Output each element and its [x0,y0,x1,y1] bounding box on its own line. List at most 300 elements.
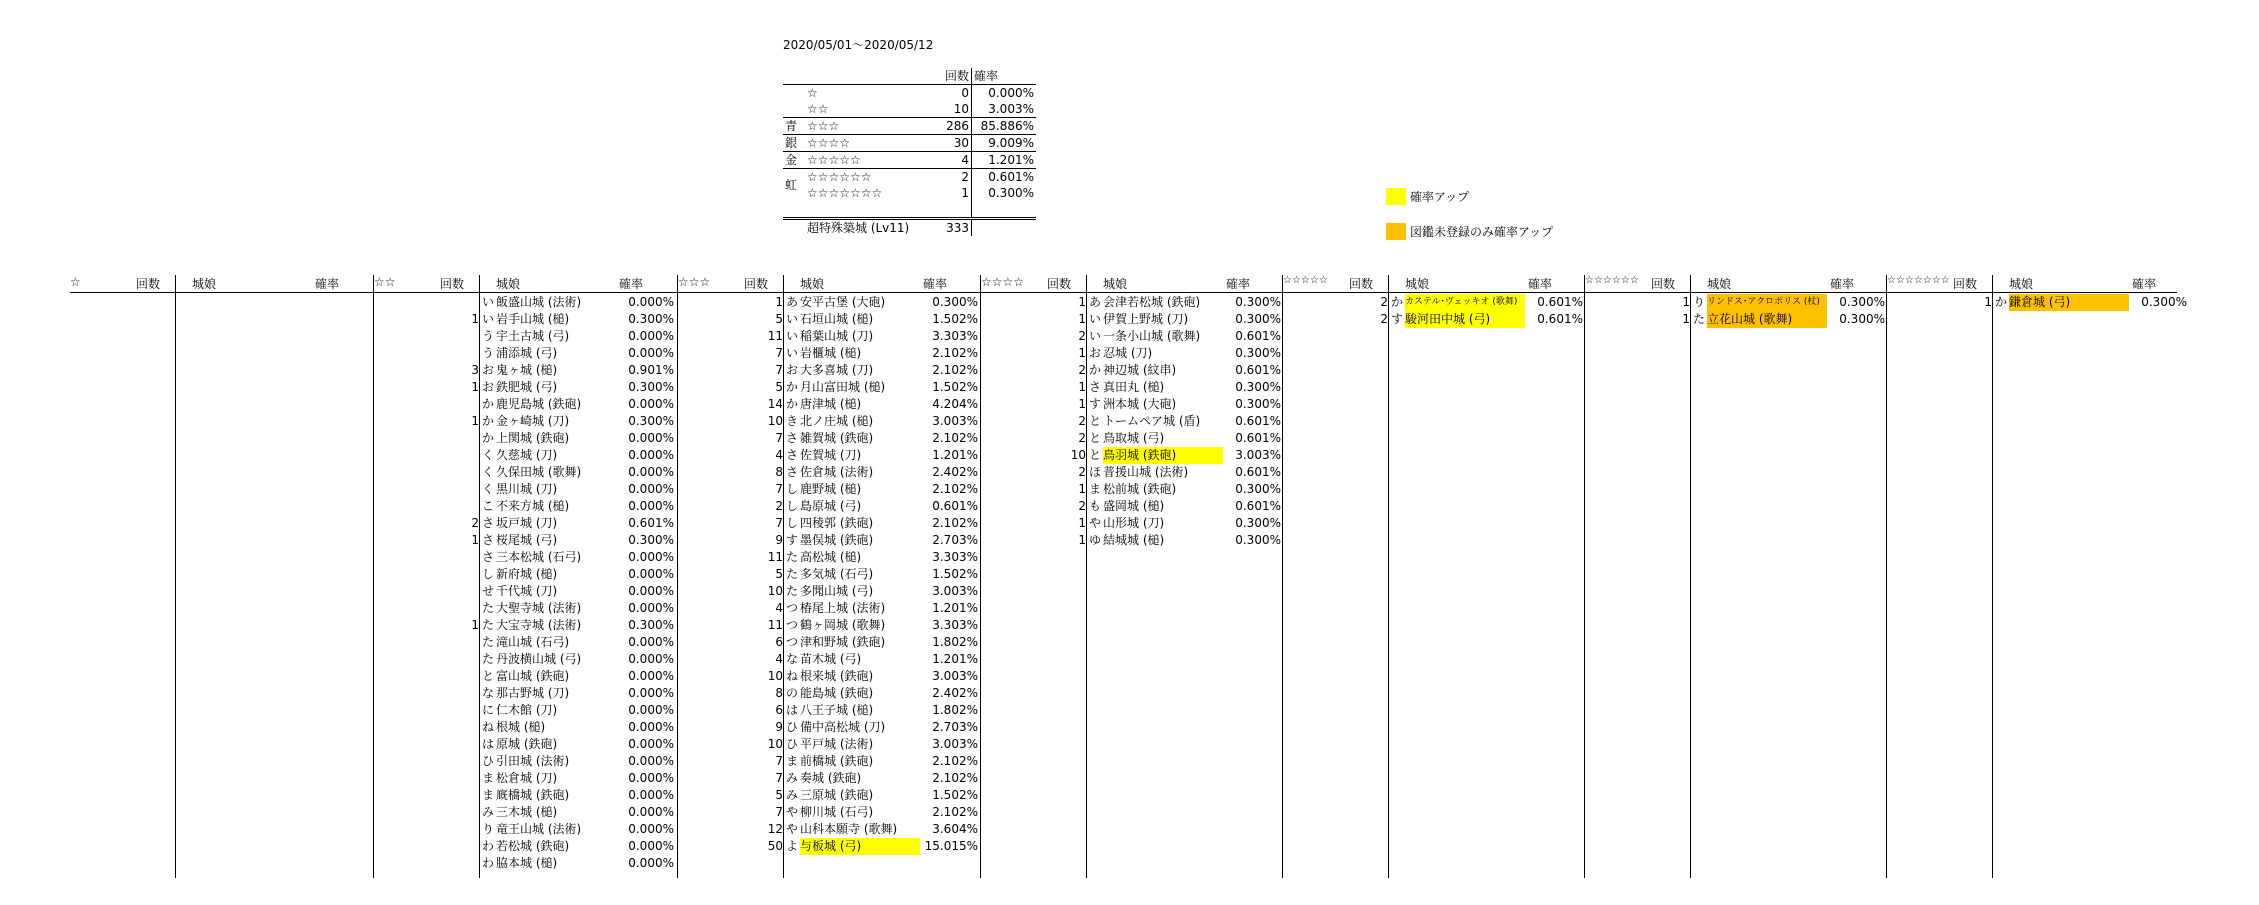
count-value: 10 [921,101,972,118]
castle-name: 鳥取城 (弓) [1103,431,1165,445]
rate-value: 1.201% [972,152,1037,169]
castle-row [444,430,676,447]
castle-name: 普援山城 (法術) [1103,465,1189,479]
draw-count: 14 [767,397,783,411]
castle-name: 多気城 (石弓) [800,567,874,581]
draw-count: 10 [767,414,783,428]
draw-count: 7 [775,346,783,360]
castle-name: 多聞山城 (弓) [800,584,874,598]
draw-rate: 2.102% [932,363,978,377]
kana-index: か [786,380,799,394]
draw-rate: 2.102% [932,346,978,360]
summary-rate-header: 確率 [974,69,999,83]
legend-swatch-yellow [1386,188,1406,205]
castle-row [748,430,980,447]
castle-row [748,396,980,413]
draw-rate: 2.102% [932,805,978,819]
castle-row [1051,498,1283,515]
draw-rate: 1.502% [932,567,978,581]
draw-count: 1 [471,618,479,632]
kana-index: お [786,363,799,377]
kana-index: は [786,703,799,717]
castle-name: 四稜郭 (鉄砲) [800,516,874,530]
kana-index: し [482,567,495,581]
castle-name: 島原城 (弓) [800,499,862,513]
draw-rate: 0.000% [628,346,674,360]
draw-rate: 1.802% [932,703,978,717]
castle-row [1051,481,1283,498]
draw-count: 1 [1078,516,1086,530]
kana-index: た [482,601,495,615]
castle-name: 雑賀城 (鉄砲) [800,431,874,445]
castle-row [1051,413,1283,430]
kana-index: い [1089,329,1102,343]
draw-count: 2 [1078,414,1086,428]
kana-index: さ [1089,380,1102,394]
castle-row [444,787,676,804]
castle-row [1051,328,1283,345]
castle-row [444,600,676,617]
star-label: ☆☆☆☆☆☆ [805,169,921,186]
count-value: 286 [921,118,972,135]
group-stars-header: ☆☆☆☆☆☆☆ [1887,275,1950,286]
column-divider [175,275,176,878]
castle-name: 大多喜城 (刀) [800,363,874,377]
draw-rate: 0.300% [1235,533,1281,547]
kana-index: な [482,686,495,700]
kana-index: か [482,397,495,411]
kana-index: も [1089,499,1102,513]
draw-count: 1 [471,380,479,394]
castle-name: 丹波横山城 (弓) [496,652,582,666]
castle-row [748,736,980,753]
castle-row [1051,447,1283,464]
draw-rate: 2.402% [932,465,978,479]
castle-name: 根来城 (鉄砲) [800,669,874,683]
draw-rate: 2.102% [932,516,978,530]
period-title: 2020/05/01〜2020/05/12 [783,38,934,52]
castle-row [444,549,676,566]
kana-index: ね [482,720,495,734]
count-column-header: 回数 [1047,277,1072,291]
special-count: 333 [921,219,972,237]
draw-count: 1 [1078,482,1086,496]
summary-spacer [783,201,1036,219]
castle-row [444,855,676,872]
draw-count: 4 [775,601,783,615]
kana-index: た [786,550,799,564]
castle-name: 盛岡城 (槌) [1103,499,1165,513]
castle-row [444,685,676,702]
castle-name: 浦添城 (弓) [496,346,558,360]
star-label: ☆☆☆☆☆☆☆ [807,186,883,200]
draw-rate: 0.000% [628,839,674,853]
castle-row [444,634,676,651]
castle-row [444,515,676,532]
castle-name: 唐津城 (槌) [800,397,862,411]
castle-name: 伊賀上野城 (刀) [1103,312,1189,326]
draw-rate: 0.000% [628,397,674,411]
kana-index: ま [482,771,495,785]
draw-rate: 1.802% [932,635,978,649]
castle-name: 山科本願寺 (歌舞) [800,822,898,836]
kana-index: み [482,805,495,819]
castle-row [748,311,980,328]
castle-name: 石垣山城 (槌) [800,312,874,326]
castle-name: 宇土古城 (弓) [496,329,570,343]
castle-list [1353,294,1585,328]
kana-index: た [482,618,495,632]
castle-name: 引田城 (法術) [496,754,570,768]
castle-row [748,753,980,770]
draw-count: 2 [1078,329,1086,343]
castle-name: 鎌倉城 (弓) [2009,294,2129,311]
draw-rate: 3.303% [932,550,978,564]
castle-name: 八王子城 (槌) [800,703,874,717]
draw-rate: 0.000% [628,771,674,785]
castle-row [444,294,676,311]
castle-name: 久保田城 (歌舞) [496,465,582,479]
draw-rate: 0.000% [628,584,674,598]
draw-count: 5 [775,567,783,581]
castle-name: 結城城 (槌) [1103,533,1165,547]
group-divider [373,275,374,878]
draw-rate: 1.502% [932,788,978,802]
draw-count: 2 [1380,312,1388,326]
castle-name: 鉄肥城 (弓) [496,380,558,394]
castle-row [444,804,676,821]
castle-row [748,719,980,736]
castle-name: 大宝寺城 (法術) [496,618,582,632]
special-label: 超特殊築城 (Lv11) [805,219,921,237]
draw-rate: 2.402% [932,686,978,700]
castle-name: 黒川城 (刀) [496,482,558,496]
draw-count: 1 [1984,295,1992,309]
count-value: 4 [921,152,972,169]
draw-rate: 1.201% [932,448,978,462]
kana-index: ゆ [1089,533,1102,547]
draw-rate: 0.300% [1235,397,1281,411]
castle-row [748,600,980,617]
kana-index: お [482,380,495,394]
draw-rate: 3.003% [932,669,978,683]
kana-index: あ [786,295,799,309]
castle-list [1957,294,2189,311]
draw-count: 1 [1682,312,1690,326]
castle-name: 奏城 (鉄砲) [800,771,862,785]
draw-count: 1 [1682,295,1690,309]
draw-count: 2 [1078,499,1086,513]
castle-name: 椿尾上城 (法術) [800,601,886,615]
kana-index: り [1693,295,1706,309]
draw-rate: 1.201% [932,601,978,615]
castle-row [748,345,980,362]
count-column-header: 回数 [1651,277,1676,291]
draw-count: 5 [775,380,783,394]
name-column-header: 城娘 [1405,277,1430,291]
kana-index: や [1089,516,1102,530]
draw-count: 4 [775,652,783,666]
castle-name: 稲葉山城 (刀) [800,329,874,343]
kana-index: く [482,448,495,462]
castle-name: 柳川城 (石弓) [800,805,874,819]
legend-label-unregistered-rate-up: 図鑑未登録のみ確率アップ [1410,225,1554,239]
grade-label: 虹 [783,169,805,202]
header-rule [70,292,2177,293]
castle-name: 立花山城 (歌舞) [1707,311,1827,328]
draw-count: 1 [471,414,479,428]
draw-rate: 0.000% [628,601,674,615]
castle-name: 真田丸 (槌) [1103,380,1165,394]
draw-rate: 0.300% [932,295,978,309]
castle-name: 桜尾城 (弓) [496,533,558,547]
castle-row [444,498,676,515]
draw-count: 2 [471,516,479,530]
castle-name: 岩櫃城 (槌) [800,346,862,360]
kana-index: と [1089,448,1102,462]
summary-table [783,68,1036,236]
castle-row [748,770,980,787]
castle-name: 能島城 (鉄砲) [800,686,874,700]
kana-index: あ [1089,295,1102,309]
castle-row [748,821,980,838]
castle-row [748,328,980,345]
castle-row [444,770,676,787]
column-divider [1690,275,1691,878]
castle-row [748,481,980,498]
castle-row [444,447,676,464]
castle-row [748,838,980,855]
kana-index: さ [482,533,495,547]
kana-index: か [1391,295,1404,309]
kana-index: う [482,329,495,343]
draw-rate: 0.000% [628,448,674,462]
kana-index: ま [482,788,495,802]
castle-name: 墨俣城 (鉄砲) [800,533,874,547]
rate-column-header: 確率 [315,277,340,291]
draw-rate: 0.000% [628,805,674,819]
draw-count: 10 [1070,448,1086,462]
draw-rate: 0.601% [1235,431,1281,445]
draw-count: 1 [1078,295,1086,309]
kana-index: す [786,533,799,547]
castle-row [1051,379,1283,396]
legend-label-rate-up: 確率アップ [1410,190,1470,204]
castle-row [444,532,676,549]
castle-name: 鬼ヶ城 (槌) [496,363,558,377]
draw-rate: 0.000% [628,652,674,666]
draw-count: 2 [1078,465,1086,479]
kana-index: と [1089,431,1102,445]
castle-row [1051,464,1283,481]
castle-row [1051,311,1283,328]
castle-row [748,804,980,821]
castle-name: 滝山城 (石弓) [496,635,570,649]
group-divider [1282,275,1283,878]
rate-value: 0.000% [972,85,1037,102]
castle-row [444,311,676,328]
count-value: 1 [921,185,972,201]
kana-index: よ [786,839,799,853]
draw-count: 8 [775,465,783,479]
draw-count: 9 [775,533,783,547]
draw-rate: 2.102% [932,482,978,496]
summary-row [783,118,1036,135]
castle-name: 千代城 (刀) [496,584,558,598]
kana-index: と [482,669,495,683]
draw-count: 7 [775,431,783,445]
castle-row [748,447,980,464]
kana-index: い [1089,312,1102,326]
castle-name: 山形城 (刀) [1103,516,1165,530]
draw-count: 7 [775,805,783,819]
kana-index: さ [786,448,799,462]
rate-column-header: 確率 [2132,277,2157,291]
summary-row [783,85,1036,102]
castle-name: 廐橋城 (鉄砲) [496,788,570,802]
grade-label: 金 [783,152,805,169]
castle-row [748,566,980,583]
count-value: 2 [921,169,972,186]
castle-name: 津和野城 (鉄砲) [800,635,886,649]
castle-row [1655,294,1887,311]
kana-index: さ [786,431,799,445]
draw-rate: 0.000% [628,567,674,581]
kana-index: い [786,312,799,326]
count-column-header: 回数 [744,277,769,291]
kana-index: く [482,482,495,496]
castle-row [748,668,980,685]
castle-name: 駿河田中城 (弓) [1405,311,1525,328]
castle-row [1353,294,1585,311]
kana-index: し [786,516,799,530]
castle-row [748,413,980,430]
castle-row [748,549,980,566]
star-label: ☆☆☆☆☆ [805,152,921,169]
castle-row [748,464,980,481]
castle-list [1051,294,1283,549]
castle-name: 会津若松城 (鉄砲) [1103,295,1201,309]
castle-name: 不来方城 (槌) [496,499,570,513]
draw-rate: 0.601% [1235,329,1281,343]
draw-rate: 0.000% [628,550,674,564]
castle-row [748,787,980,804]
group-stars-header: ☆☆ [374,275,396,289]
castle-row [444,362,676,379]
draw-count: 2 [1078,431,1086,445]
kana-index: ね [786,669,799,683]
castle-name: 松倉城 (刀) [496,771,558,785]
draw-count: 6 [775,635,783,649]
castle-row [748,651,980,668]
castle-row [748,515,980,532]
name-column-header: 城娘 [496,277,521,291]
kana-index: の [786,686,799,700]
kana-index: い [482,312,495,326]
castle-name: 忍城 (刀) [1103,346,1153,360]
grade-label [783,101,805,118]
castle-row [1051,532,1283,549]
kana-index: ま [1089,482,1102,496]
draw-rate: 0.300% [1235,346,1281,360]
kana-index: お [1089,346,1102,360]
draw-count: 5 [775,788,783,802]
castle-name: 一条小山城 (歌舞) [1103,329,1201,343]
draw-rate: 0.000% [628,737,674,751]
draw-rate: 3.003% [932,414,978,428]
draw-rate: 0.000% [628,499,674,513]
castle-name: カステル･ヴェッキオ (歌舞) [1405,294,1525,311]
castle-row [1051,362,1283,379]
castle-name: 脇本城 (槌) [496,856,558,870]
draw-rate: 0.601% [1235,363,1281,377]
group-stars-header: ☆☆☆☆ [981,275,1025,289]
draw-rate: 3.604% [932,822,978,836]
castle-row [444,566,676,583]
draw-rate: 1.502% [932,312,978,326]
kana-index: み [786,788,799,802]
group-divider [980,275,981,878]
column-divider [1388,275,1389,878]
castle-row [1957,294,2189,311]
castle-row [444,668,676,685]
kana-index: き [786,414,799,428]
draw-count: 7 [775,771,783,785]
kana-index: は [482,737,495,751]
grade-label: 青 [783,118,805,135]
star-label: ☆☆ [807,102,829,116]
draw-count: 7 [775,363,783,377]
kana-index: ひ [482,754,495,768]
draw-rate: 1.201% [932,652,978,666]
draw-rate: 0.000% [628,465,674,479]
draw-count: 2 [775,499,783,513]
summary-count-header: 回数 [921,68,972,85]
kana-index: ほ [1089,465,1102,479]
castle-name: 富山城 (鉄砲) [496,669,570,683]
kana-index: か [482,414,495,428]
count-column-header: 回数 [136,277,161,291]
draw-count: 4 [775,448,783,462]
castle-name: 三木城 (槌) [496,805,558,819]
draw-rate: 0.300% [1235,516,1281,530]
castle-name: 苗木城 (弓) [800,652,862,666]
draw-rate: 15.015% [924,839,978,853]
draw-rate: 0.300% [628,380,674,394]
draw-rate: 2.703% [932,533,978,547]
kana-index: せ [482,584,495,598]
draw-count: 1 [1078,397,1086,411]
castle-name: 鹿野城 (槌) [800,482,862,496]
castle-name: 新府城 (槌) [496,567,558,581]
grade-label [783,85,805,102]
draw-count: 1 [1078,312,1086,326]
kana-index: と [1089,414,1102,428]
draw-count: 8 [775,686,783,700]
castle-name: 鶴ヶ岡城 (歌舞) [800,618,886,632]
castle-row [748,702,980,719]
draw-rate: 0.000% [628,635,674,649]
rate-value: 9.009% [972,135,1037,152]
rate-value: 0.300% [988,186,1034,200]
kana-index: す [1391,312,1404,326]
castle-list [1655,294,1887,328]
castle-name: トームペア城 (盾) [1103,414,1201,428]
draw-rate: 3.303% [932,329,978,343]
draw-rate: 1.502% [932,380,978,394]
draw-count: 7 [775,482,783,496]
rate-value: 85.886% [972,118,1037,135]
